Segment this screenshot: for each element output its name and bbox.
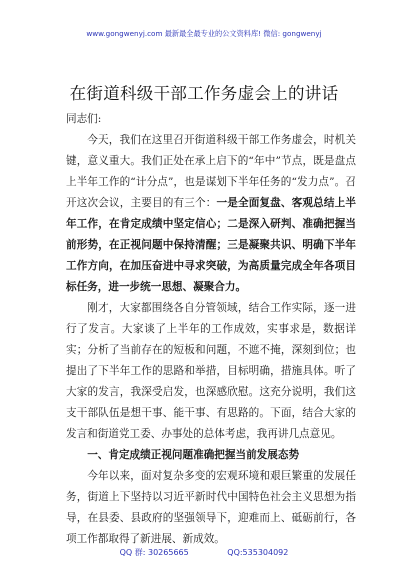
document-title: 在街道科级干部工作务虚会上的讲话 bbox=[69, 84, 339, 103]
footer-contacts bbox=[0, 547, 408, 558]
paragraph-section-1: 今年以来，面对复杂多变的宏观环境和艰巨繁重的发展任务，街道上下坚持以习近平新时代中国特色社会主义思想为指导，在县委、县政府的坚强领导下，迎难而上、砥砺前行，各项工作都取得了新进展、新成效。 bbox=[66, 470, 356, 545]
section-heading-1: 一、肯定成绩正视问题准确把握当前发展态势 bbox=[87, 449, 300, 461]
document-body bbox=[66, 109, 356, 550]
paragraph-discussion: 刚才，大家都围绕各自分管领域，结合工作实际，逐一进行了发言。大家谈了上半年的工作成效，实事求是，数据详实；分析了当前存在的短板和问题，不遮不掩，深刻到位；也提出了下半年工作的思路和举措，目标明确，措施具体。听了大家的发言，我深受启发，也深感欣慰。这充分说明，我们这支干部队伍是想干事、能干事、有思路的。下面，结合大家的发言和街道党工委、办事处的总体考虑，我再讲几点意见。 bbox=[66, 302, 356, 440]
site-banner[interactable]: www.gongwenyj.com 最新最全最专业的公文资料库! 微信: gongwenyj bbox=[86, 29, 322, 38]
paragraph-opening-emphasis: 一是全面复盘、客观总结上半年工作，在肯定成绩中坚定信心；二是深入研判、准确把握当前形势，在正视问题中保持清醒；三是凝聚共识、明确下半年工作方向，在加压奋进中寻求突破，为高质量完成全年各项目标任务，进一步统一思想、凝聚合力。 bbox=[66, 197, 357, 293]
paragraph-opening bbox=[66, 130, 356, 298]
footer-qq-group: QQ 群: 30265665 bbox=[119, 548, 189, 557]
footer-qq: QQ:535304092 bbox=[227, 548, 289, 557]
salutation: 同志们: bbox=[66, 113, 102, 125]
paragraph-opening-text: 今天，我们在这里召开街道科级干部工作务虚会，时机关键，意义重大。我们正处在承上启下的“年中”节点，既是盘点上半年工作的“计分点”，也是谋划下半年任务的“发力点”。召开这次会议，主要目的有三个： bbox=[66, 134, 356, 209]
